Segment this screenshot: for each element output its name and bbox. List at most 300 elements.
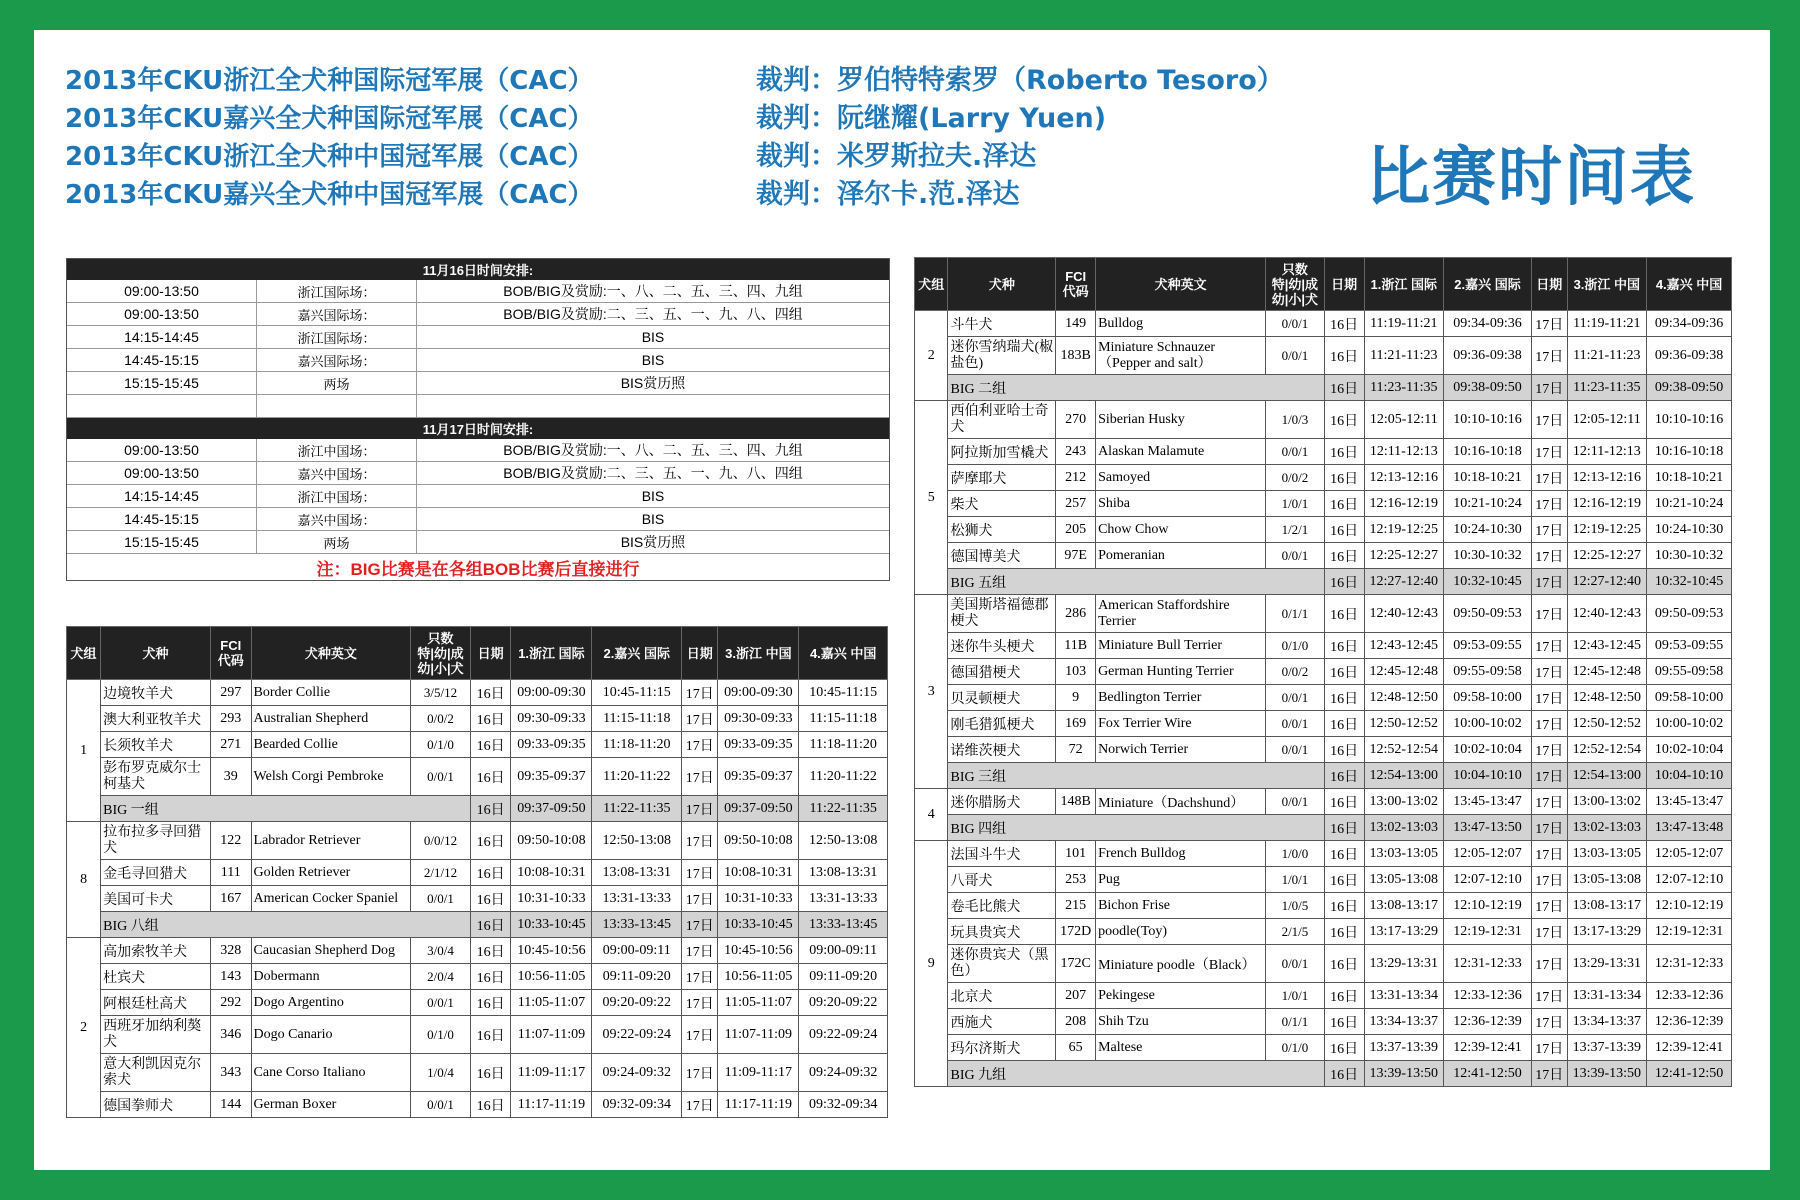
time-ring4: 12:39-12:41 <box>1647 1035 1732 1061</box>
entry-count: 1/0/5 <box>1266 893 1325 919</box>
time-ring4: 12:05-12:07 <box>1647 841 1732 867</box>
col-fci: FCI 代码 <box>1056 258 1096 311</box>
date-16: 16日 <box>1324 439 1364 465</box>
date-17: 17日 <box>1531 311 1567 337</box>
breed-name-cn: 高加索牧羊犬 <box>101 938 211 964</box>
breed-name-en: Bedlington Terrier <box>1096 685 1266 711</box>
breed-name-en: Pomeranian <box>1096 543 1266 569</box>
schedule-note-row <box>67 554 889 581</box>
breed-name-en: Australian Shepherd <box>251 706 411 732</box>
time-ring2: 13:31-13:33 <box>592 886 682 912</box>
schedule-event: BOB/BIG及赏励:一、八、二、五、三、四、九组 <box>417 280 890 303</box>
entry-count: 2/0/4 <box>411 964 471 990</box>
schedule-event: BIS <box>417 349 890 372</box>
time-ring2: 09:22-09:24 <box>592 1016 682 1054</box>
breed-name-en: Miniature Schnauzer（Pepper and salt） <box>1096 337 1266 375</box>
date-16: 16日 <box>1324 841 1364 867</box>
time-ring2: 10:18-10:21 <box>1444 465 1532 491</box>
time-ring3: 13:05-13:08 <box>1567 867 1647 893</box>
fci-code: 271 <box>211 732 252 758</box>
col-date: 日期 <box>682 627 718 680</box>
breed-name-en: American Staffordshire Terrier <box>1096 595 1266 633</box>
schedule-event: BIS <box>417 508 890 531</box>
date-17: 17日 <box>1531 737 1567 763</box>
time-ring2: 10:02-10:04 <box>1444 737 1532 763</box>
breed-name-cn: 彭布罗克威尔士柯基犬 <box>101 758 211 796</box>
time-ring4: 12:36-12:39 <box>1647 1009 1732 1035</box>
date-16: 16日 <box>470 860 511 886</box>
col-count: 只数 特|幼|成 幼|小|犬 <box>411 627 471 680</box>
breed-name-en: Shiba <box>1096 491 1266 517</box>
schedule-event: BOB/BIG及赏励:二、三、五、一、九、八、四组 <box>417 303 890 326</box>
breed-name-cn: 柴犬 <box>948 491 1056 517</box>
entry-count: 3/0/4 <box>411 938 471 964</box>
time-ring3: 13:08-13:17 <box>1567 893 1647 919</box>
fci-code: 144 <box>211 1092 252 1118</box>
time-ring4: 09:24-09:32 <box>799 1054 888 1092</box>
breed-name-cn: 美国可卡犬 <box>101 886 211 912</box>
time-ring2: 09:34-09:36 <box>1444 311 1532 337</box>
breed-name-cn: 迷你雪纳瑞犬(椒盐色) <box>948 337 1056 375</box>
breed-name-en: German Boxer <box>251 1092 411 1118</box>
time-ring1: 12:25-12:27 <box>1364 543 1444 569</box>
entry-count: 0/0/1 <box>1266 543 1325 569</box>
judge-line: 裁判：阮继耀(Larry Yuen) <box>756 103 1107 134</box>
time-ring4: 10:00-10:02 <box>1647 711 1732 737</box>
time-ring3: 13:03-13:05 <box>1567 841 1647 867</box>
time-ring4: 09:32-09:34 <box>799 1092 888 1118</box>
table-row <box>67 680 888 706</box>
time-ring4: 12:31-12:33 <box>1647 945 1732 983</box>
big-time-ring3: 13:39-13:50 <box>1567 1061 1647 1087</box>
fci-code: 183B <box>1056 337 1096 375</box>
time-ring2: 10:45-11:15 <box>592 680 682 706</box>
schedule-event: BOB/BIG及赏励:二、三、五、一、九、八、四组 <box>417 462 890 485</box>
fci-code: 253 <box>1056 867 1096 893</box>
schedule-row <box>67 485 889 508</box>
time-ring4: 12:07-12:10 <box>1647 867 1732 893</box>
entry-count: 0/0/2 <box>1266 465 1325 491</box>
col-ring1: 1.浙江 国际 <box>511 627 592 680</box>
breed-name-en: Pug <box>1096 867 1266 893</box>
table-row <box>915 867 1732 893</box>
time-ring1: 12:13-12:16 <box>1364 465 1444 491</box>
time-ring1: 11:09-11:17 <box>511 1054 592 1092</box>
col-date: 日期 <box>1531 258 1567 311</box>
entry-count: 0/0/1 <box>1266 945 1325 983</box>
table-row <box>915 789 1732 815</box>
date-16: 16日 <box>1324 919 1364 945</box>
date-16: 16日 <box>470 680 511 706</box>
date-17: 17日 <box>682 758 718 796</box>
date-16: 16日 <box>470 758 511 796</box>
breed-name-cn: 迷你腊肠犬 <box>948 789 1056 815</box>
col-ring2: 2.嘉兴 国际 <box>592 627 682 680</box>
big-time-ring4: 12:41-12:50 <box>1647 1061 1732 1087</box>
big-time-ring4: 13:47-13:48 <box>1647 815 1732 841</box>
table-row <box>67 938 888 964</box>
time-ring1: 10:08-10:31 <box>511 860 592 886</box>
big-label: BIG 三组 <box>948 763 1324 789</box>
table-header-row <box>915 258 1732 311</box>
right-breed-table <box>914 257 1732 1087</box>
time-ring2: 10:16-10:18 <box>1444 439 1532 465</box>
big-date-16: 16日 <box>470 912 511 938</box>
col-fci: FCI 代码 <box>211 627 252 680</box>
date-16: 16日 <box>470 706 511 732</box>
big-date-17: 17日 <box>1531 815 1567 841</box>
table-row <box>67 886 888 912</box>
entry-count: 0/1/0 <box>1266 1035 1325 1061</box>
entry-count: 0/1/1 <box>1266 1009 1325 1035</box>
entry-count: 0/0/1 <box>411 886 471 912</box>
entry-count: 1/0/1 <box>1266 491 1325 517</box>
col-ring4: 4.嘉兴 中国 <box>799 627 888 680</box>
fci-code: 167 <box>211 886 252 912</box>
schedule-spacer-cell <box>417 395 890 418</box>
entry-count: 0/1/1 <box>1266 595 1325 633</box>
time-ring4: 12:50-13:08 <box>799 822 888 860</box>
big-date-17: 17日 <box>1531 375 1567 401</box>
breed-name-cn: 德国拳师犬 <box>101 1092 211 1118</box>
big-time-ring1: 12:27-12:40 <box>1364 569 1444 595</box>
schedule-event: BIS赏历照 <box>417 531 890 554</box>
time-ring3: 10:31-10:33 <box>718 886 799 912</box>
big-time-ring2: 09:38-09:50 <box>1444 375 1532 401</box>
schedule-time: 14:15-14:45 <box>67 485 257 508</box>
time-ring4: 11:18-11:20 <box>799 732 888 758</box>
big-time-ring1: 13:02-13:03 <box>1364 815 1444 841</box>
entry-count: 0/0/1 <box>1266 439 1325 465</box>
date-17: 17日 <box>1531 945 1567 983</box>
fci-code: 215 <box>1056 893 1096 919</box>
time-ring3: 13:31-13:34 <box>1567 983 1647 1009</box>
breed-name-cn: 拉布拉多寻回猎犬 <box>101 822 211 860</box>
judge-line: 裁判：米罗斯拉夫.泽达 <box>756 141 1037 172</box>
judge-line: 裁判：泽尔卡.范.泽达 <box>756 179 1020 210</box>
big-label: BIG 九组 <box>948 1061 1324 1087</box>
date-16: 16日 <box>1324 517 1364 543</box>
table-row <box>67 964 888 990</box>
big-time-ring4: 13:33-13:45 <box>799 912 888 938</box>
time-ring4: 09:11-09:20 <box>799 964 888 990</box>
col-breed: 犬种 <box>101 627 211 680</box>
time-ring1: 12:45-12:48 <box>1364 659 1444 685</box>
time-ring2: 09:00-09:11 <box>592 938 682 964</box>
time-ring3: 12:48-12:50 <box>1567 685 1647 711</box>
date-16: 16日 <box>1324 893 1364 919</box>
date-17: 17日 <box>1531 543 1567 569</box>
time-ring2: 09:20-09:22 <box>592 990 682 1016</box>
schedule-row <box>67 372 889 395</box>
date-16: 16日 <box>470 990 511 1016</box>
col-english: 犬种英文 <box>1096 258 1266 311</box>
breed-name-en: Dogo Argentino <box>251 990 411 1016</box>
table-row <box>915 491 1732 517</box>
schedule-time: 14:15-14:45 <box>67 326 257 349</box>
time-ring4: 10:30-10:32 <box>1647 543 1732 569</box>
date-16: 16日 <box>1324 659 1364 685</box>
date-16: 16日 <box>470 886 511 912</box>
col-ring1: 1.浙江 国际 <box>1364 258 1444 311</box>
time-ring3: 12:25-12:27 <box>1567 543 1647 569</box>
time-ring3: 11:07-11:09 <box>718 1016 799 1054</box>
breed-name-cn: 西班牙加纳利獒犬 <box>101 1016 211 1054</box>
group-number: 8 <box>67 822 101 938</box>
time-ring3: 12:45-12:48 <box>1567 659 1647 685</box>
time-ring4: 12:19-12:31 <box>1647 919 1732 945</box>
time-ring4: 09:55-09:58 <box>1647 659 1732 685</box>
entry-count: 0/0/1 <box>1266 311 1325 337</box>
fci-code: 172D <box>1056 919 1096 945</box>
schedule-event: BOB/BIG及赏励:一、八、二、五、三、四、九组 <box>417 439 890 462</box>
fci-code: 122 <box>211 822 252 860</box>
time-ring3: 12:50-12:52 <box>1567 711 1647 737</box>
entry-count: 2/1/12 <box>411 860 471 886</box>
time-ring2: 11:20-11:22 <box>592 758 682 796</box>
date-17: 17日 <box>682 860 718 886</box>
col-ring4: 4.嘉兴 中国 <box>1647 258 1732 311</box>
time-ring1: 13:08-13:17 <box>1364 893 1444 919</box>
time-ring2: 12:07-12:10 <box>1444 867 1532 893</box>
time-ring4: 11:15-11:18 <box>799 706 888 732</box>
time-ring2: 12:36-12:39 <box>1444 1009 1532 1035</box>
time-ring3: 11:17-11:19 <box>718 1092 799 1118</box>
date-16: 16日 <box>1324 491 1364 517</box>
entry-count: 0/0/12 <box>411 822 471 860</box>
time-ring3: 13:29-13:31 <box>1567 945 1647 983</box>
time-ring1: 12:40-12:43 <box>1364 595 1444 633</box>
time-ring1: 09:33-09:35 <box>511 732 592 758</box>
time-ring1: 13:34-13:37 <box>1364 1009 1444 1035</box>
col-english: 犬种英文 <box>251 627 411 680</box>
big-date-16: 16日 <box>470 796 511 822</box>
time-ring2: 10:21-10:24 <box>1444 491 1532 517</box>
date-16: 16日 <box>1324 983 1364 1009</box>
time-ring3: 13:00-13:02 <box>1567 789 1647 815</box>
breed-name-en: Bearded Collie <box>251 732 411 758</box>
big-date-16: 16日 <box>1324 1061 1364 1087</box>
time-ring3: 11:19-11:21 <box>1567 311 1647 337</box>
big-date-16: 16日 <box>1324 815 1364 841</box>
daily-schedule-table <box>67 259 889 580</box>
date-17: 17日 <box>682 1054 718 1092</box>
time-ring4: 09:58-10:00 <box>1647 685 1732 711</box>
schedule-spacer <box>67 395 889 418</box>
col-ring3: 3.浙江 中国 <box>1567 258 1647 311</box>
date-16: 16日 <box>1324 867 1364 893</box>
date-17: 17日 <box>1531 517 1567 543</box>
table-row <box>915 945 1732 983</box>
date-17: 17日 <box>682 938 718 964</box>
fci-code: 257 <box>1056 491 1096 517</box>
big-time-ring3: 11:23-11:35 <box>1567 375 1647 401</box>
big-date-17: 17日 <box>1531 569 1567 595</box>
time-ring4: 12:10-12:19 <box>1647 893 1732 919</box>
big-time-ring4: 10:04-10:10 <box>1647 763 1732 789</box>
schedule-row <box>67 326 889 349</box>
date-17: 17日 <box>1531 595 1567 633</box>
time-ring1: 11:05-11:07 <box>511 990 592 1016</box>
breed-name-en: Labrador Retriever <box>251 822 411 860</box>
breed-name-cn: 金毛寻回猎犬 <box>101 860 211 886</box>
time-ring3: 10:08-10:31 <box>718 860 799 886</box>
time-ring2: 09:11-09:20 <box>592 964 682 990</box>
date-17: 17日 <box>682 706 718 732</box>
time-ring3: 12:11-12:13 <box>1567 439 1647 465</box>
entry-count: 0/1/0 <box>411 1016 471 1054</box>
col-group: 犬组 <box>915 258 948 311</box>
breed-name-cn: 阿根廷杜高犬 <box>101 990 211 1016</box>
table-header-row <box>67 627 888 680</box>
breed-name-en: Miniature（Dachshund） <box>1096 789 1266 815</box>
entry-count: 0/1/0 <box>411 732 471 758</box>
schedule-venue: 浙江中国场： <box>257 439 417 462</box>
entry-count: 0/0/1 <box>1266 737 1325 763</box>
time-ring4: 10:10-10:16 <box>1647 401 1732 439</box>
date-16: 16日 <box>1324 685 1364 711</box>
show-titles <box>65 62 594 214</box>
schedule-spacer-cell <box>257 395 417 418</box>
time-ring2: 10:30-10:32 <box>1444 543 1532 569</box>
big-time-ring3: 12:27-12:40 <box>1567 569 1647 595</box>
entry-count: 0/0/2 <box>1266 659 1325 685</box>
time-ring4: 12:33-12:36 <box>1647 983 1732 1009</box>
time-ring3: 12:19-12:25 <box>1567 517 1647 543</box>
fci-code: 65 <box>1056 1035 1096 1061</box>
schedule-time: 15:15-15:45 <box>67 372 257 395</box>
time-ring1: 11:17-11:19 <box>511 1092 592 1118</box>
time-ring3: 11:09-11:17 <box>718 1054 799 1092</box>
table-row <box>67 758 888 796</box>
entry-count: 1/0/1 <box>1266 983 1325 1009</box>
table-row <box>915 841 1732 867</box>
date-17: 17日 <box>1531 841 1567 867</box>
schedule-day-header <box>67 259 889 280</box>
schedule-event: BIS赏历照 <box>417 372 890 395</box>
time-ring4: 09:34-09:36 <box>1647 311 1732 337</box>
show-title: 2013年CKU浙江全犬种国际冠军展（CAC） <box>65 66 594 96</box>
time-ring3: 12:43-12:45 <box>1567 633 1647 659</box>
date-17: 17日 <box>682 680 718 706</box>
schedule-time: 14:45-15:15 <box>67 349 257 372</box>
breed-name-en: Miniature Bull Terrier <box>1096 633 1266 659</box>
breed-name-en: Golden Retriever <box>251 860 411 886</box>
big-time-ring3: 10:33-10:45 <box>718 912 799 938</box>
schedule-spacer-cell <box>67 395 257 418</box>
big-date-16: 16日 <box>1324 763 1364 789</box>
time-ring4: 09:20-09:22 <box>799 990 888 1016</box>
date-17: 17日 <box>682 886 718 912</box>
time-ring1: 10:31-10:33 <box>511 886 592 912</box>
time-ring2: 12:05-12:07 <box>1444 841 1532 867</box>
entry-count: 2/1/5 <box>1266 919 1325 945</box>
time-ring2: 12:33-12:36 <box>1444 983 1532 1009</box>
schedule-venue: 两场 <box>257 372 417 395</box>
table-row <box>915 711 1732 737</box>
date-16: 16日 <box>470 732 511 758</box>
big-row <box>915 763 1732 789</box>
fci-code: 328 <box>211 938 252 964</box>
schedule-venue: 嘉兴中国场： <box>257 462 417 485</box>
date-17: 17日 <box>1531 633 1567 659</box>
col-count: 只数 特|幼|成 幼|小|犬 <box>1266 258 1325 311</box>
breed-name-cn: 阿拉斯加雪橇犬 <box>948 439 1056 465</box>
time-ring2: 09:53-09:55 <box>1444 633 1532 659</box>
time-ring3: 12:16-12:19 <box>1567 491 1647 517</box>
breed-name-en: Shih Tzu <box>1096 1009 1266 1035</box>
schedule-day-title: 11月17日时间安排: <box>67 418 889 440</box>
table-row <box>915 633 1732 659</box>
table-row <box>67 822 888 860</box>
fci-code: 101 <box>1056 841 1096 867</box>
fci-code: 149 <box>1056 311 1096 337</box>
breed-name-en: Dobermann <box>251 964 411 990</box>
time-ring3: 10:45-10:56 <box>718 938 799 964</box>
time-ring3: 09:33-09:35 <box>718 732 799 758</box>
time-ring3: 13:34-13:37 <box>1567 1009 1647 1035</box>
date-17: 17日 <box>1531 659 1567 685</box>
breed-name-en: Siberian Husky <box>1096 401 1266 439</box>
time-ring1: 09:35-09:37 <box>511 758 592 796</box>
date-17: 17日 <box>682 822 718 860</box>
date-17: 17日 <box>682 732 718 758</box>
time-ring2: 10:10-10:16 <box>1444 401 1532 439</box>
big-time-ring4: 11:22-11:35 <box>799 796 888 822</box>
time-ring4: 10:16-10:18 <box>1647 439 1732 465</box>
time-ring2: 10:24-10:30 <box>1444 517 1532 543</box>
date-16: 16日 <box>470 964 511 990</box>
group-number: 3 <box>915 595 948 789</box>
entry-count: 0/0/1 <box>1266 685 1325 711</box>
time-ring3: 12:05-12:11 <box>1567 401 1647 439</box>
time-ring4: 09:53-09:55 <box>1647 633 1732 659</box>
time-ring2: 12:19-12:31 <box>1444 919 1532 945</box>
date-17: 17日 <box>1531 711 1567 737</box>
breed-name-en: Border Collie <box>251 680 411 706</box>
breed-name-cn: 北京犬 <box>948 983 1056 1009</box>
time-ring1: 12:16-12:19 <box>1364 491 1444 517</box>
schedule-venue: 嘉兴国际场： <box>257 349 417 372</box>
big-time-ring1: 12:54-13:00 <box>1364 763 1444 789</box>
time-ring1: 11:21-11:23 <box>1364 337 1444 375</box>
date-16: 16日 <box>470 1092 511 1118</box>
time-ring2: 11:15-11:18 <box>592 706 682 732</box>
schedule-day-title: 11月16日时间安排: <box>67 259 889 280</box>
time-ring1: 10:45-10:56 <box>511 938 592 964</box>
breed-name-en: German Hunting Terrier <box>1096 659 1266 685</box>
big-time-ring1: 11:23-11:35 <box>1364 375 1444 401</box>
time-ring1: 13:31-13:34 <box>1364 983 1444 1009</box>
breed-name-cn: 玩具贵宾犬 <box>948 919 1056 945</box>
fci-code: 205 <box>1056 517 1096 543</box>
big-time-ring2: 11:22-11:35 <box>592 796 682 822</box>
date-16: 16日 <box>1324 543 1364 569</box>
table-row <box>915 517 1732 543</box>
table-row <box>915 1035 1732 1061</box>
time-ring4: 10:24-10:30 <box>1647 517 1732 543</box>
show-title: 2013年CKU浙江全犬种中国冠军展（CAC） <box>65 142 594 172</box>
schedule-row <box>67 462 889 485</box>
breed-name-en: Dogo Canario <box>251 1016 411 1054</box>
date-17: 17日 <box>1531 337 1567 375</box>
time-ring2: 09:36-09:38 <box>1444 337 1532 375</box>
big-time-ring2: 12:41-12:50 <box>1444 1061 1532 1087</box>
time-ring2: 13:08-13:31 <box>592 860 682 886</box>
table-row <box>915 311 1732 337</box>
page-title: 比赛时间表 <box>1366 141 1696 215</box>
big-label: BIG 一组 <box>101 796 471 822</box>
